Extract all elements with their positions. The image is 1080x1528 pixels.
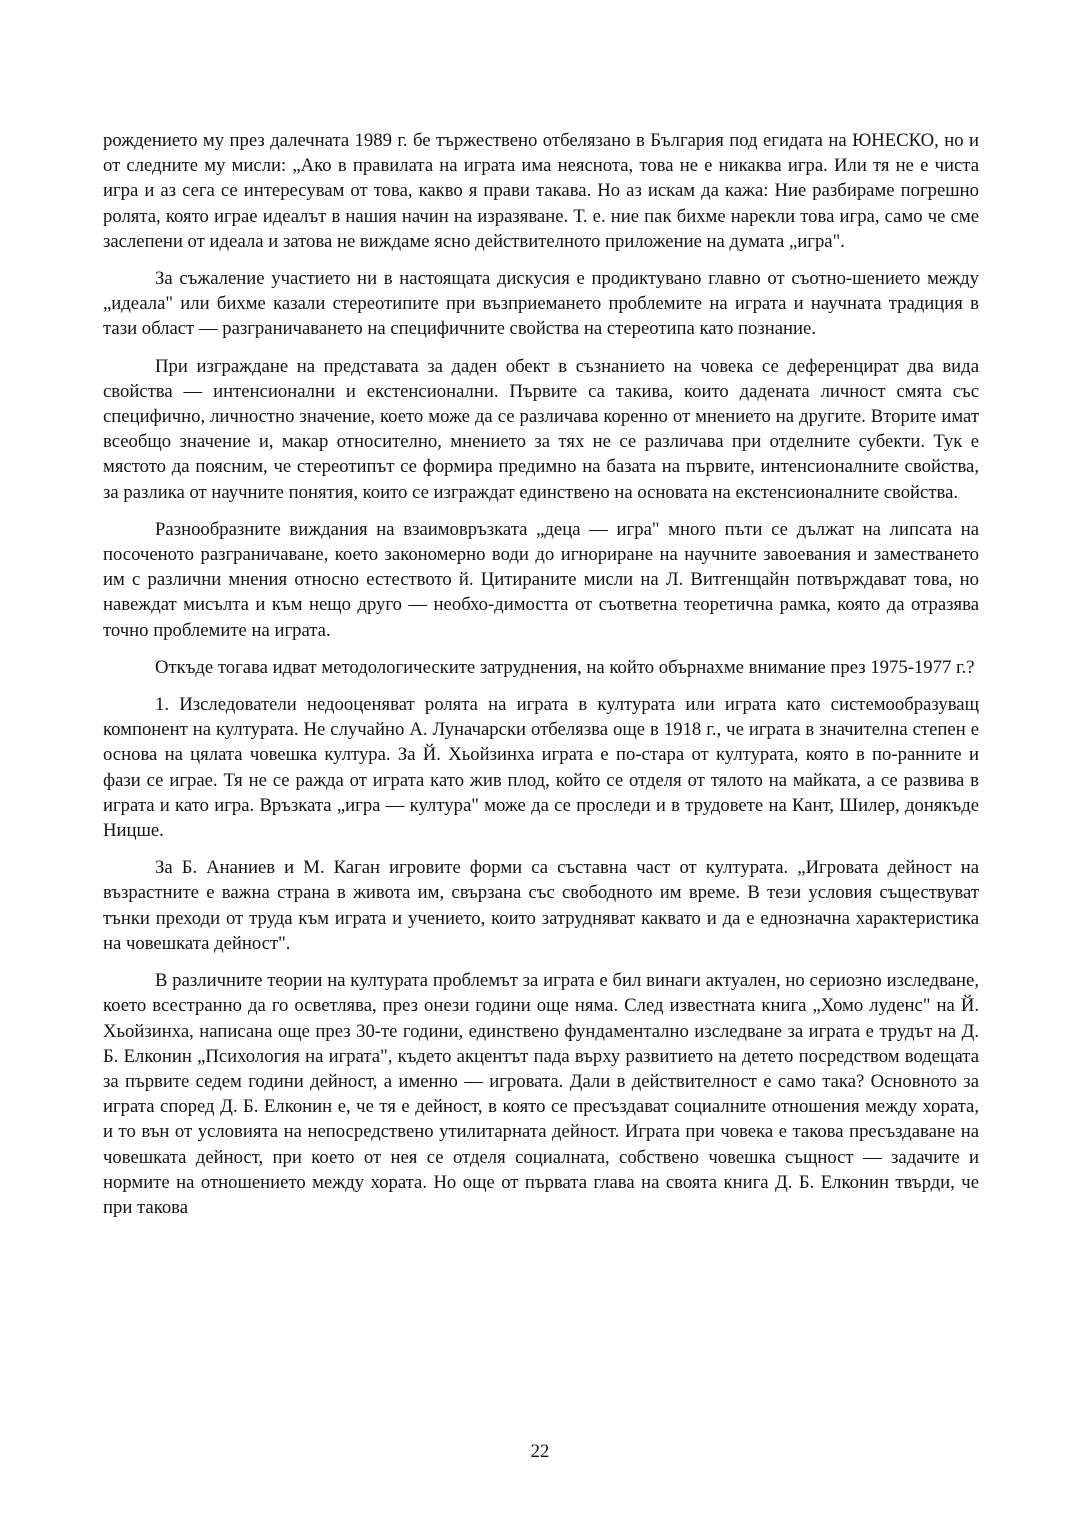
paragraph-children-game: Разнообразните виждания на взаимовръзката „деца — игра" много пъти се дължат на липсата на посоченото разграничаване, което закономерно води до игнориране на научните завоевания и заместването им с различни мнения относно естеството й. Цитираните мисли на Л. Витгенщайн потвърждават това, но навеждат мисълта и към нещо друго — необхо-димостта от съответна теоретична рамка, която да отразява точно проблемите на играта.	[103, 518, 979, 641]
paragraph-theories-of-culture: В различните теории на културата проблемът за играта е бил винаги актуален, но сериозно изследване, което всестранно да го осветлява, през онези години още няма. След известната книга „Хомо луденс" на Й. Хьойзинха, написана още през 30-те години, единствено фундаментално изследване за играта е трудът на Д. Б. Елконин „Психология на играта", където акцентът пада върху развитието на детето посредством водещата за първите седем години дейност, а именно — игровата. Дали в действителност е само така? Основното за играта според Д. Б. Елконин е, че тя е дейност, в която се пресъздават социалните отношения между хората, и то вън от условията на непосредствено утилитарната дейност. Играта при човека е такова пресъздаване на човешката дейност, при което от нея се отделя социалната, собствено човешка същност — задачите и нормите на отношението между хората. Но още от първата глава на своята книга Д. Б. Елконин твърди, че при такова	[103, 970, 979, 1218]
paragraph-continuation: рождението му през далечната 1989 г. бе тържествено отбелязано в България под егидата на ЮНЕСКО, но и от следните му мисли: „Ако в правилата на играта има неяснота, това не е никаква игра. Или тя не е чиста игра и аз сега се интересувам от това, какво я прави такава. Но аз искам да кажа: Ние разбираме погрешно ролята, която играе идеалът в нашия начин на изразяване. Т. е. ние пак бихме нарекли това игра, само че сме заслепени от идеала и затова не виждаме ясно действителното приложение на думата „игра".	[103, 130, 979, 252]
paragraph-question: Откъде тогава идват методологическите затруднения, на който обърнахме внимание през 1975-1977 г.?	[155, 656, 975, 678]
paragraph-ananiev-kagan: За Б. Ананиев и М. Каган игровите форми са съставна част от културата. „Игровата дейност на възрастните е важна страна в живота им, свързана със свободното им време. В тези условия съществуват тънки преходи от труда към играта и учението, които затрудняват каквато и да е еднозначна характеристика на човешката дейност".	[103, 857, 979, 954]
document-body	[103, 128, 979, 1232]
paragraph-properties: При изграждане на представата за даден обект в съзнанието на човека се деференцират два вида свойства — интенсионални и екстенсионални. Първите са такива, които дадената личност смята със специфично, личностно значение, което може да се различава коренно от мнението на другите. Вторите имат всеобщо значение и, макар относително, мнението за тях не се различава при отделните субекти. Тук е мястото да поясним, че стереотипът се формира предимно на базата на първите, интенсионалните свойства, за разлика от научните понятия, които се изграждат единствено на основата на екстенсионалните свойства.	[103, 355, 979, 503]
page-number: 22	[530, 1441, 550, 1462]
paragraph-point-one: 1. Изследователи недооценяват ролята на играта в културата или играта като системообразуващ компонент на културата. Не случайно А. Луначарски отбелязва още в 1918 г., че играта в значителна степен е основа на цялата човешка култура. За Й. Хьойзинха играта е по-стара от културата, която в по-ранните и фази се играе. Тя не се ражда от играта като жив плод, който се отделя от тялото на майката, а се развива в играта и като игра. Връзката „игра — култура" може да се проследи и в трудовете на Кант, Шилер, донякъде Ницше.	[103, 694, 979, 842]
paragraph-stereotypes: За съжаление участието ни в настоящата дискусия е продиктувано главно от съотно-шението между „идеала" или бихме казали стереотипите при възприемането проблемите на играта и научната традиция в тази област — разграничаването на специфичните свойства на стереотипа като познание.	[103, 268, 979, 340]
